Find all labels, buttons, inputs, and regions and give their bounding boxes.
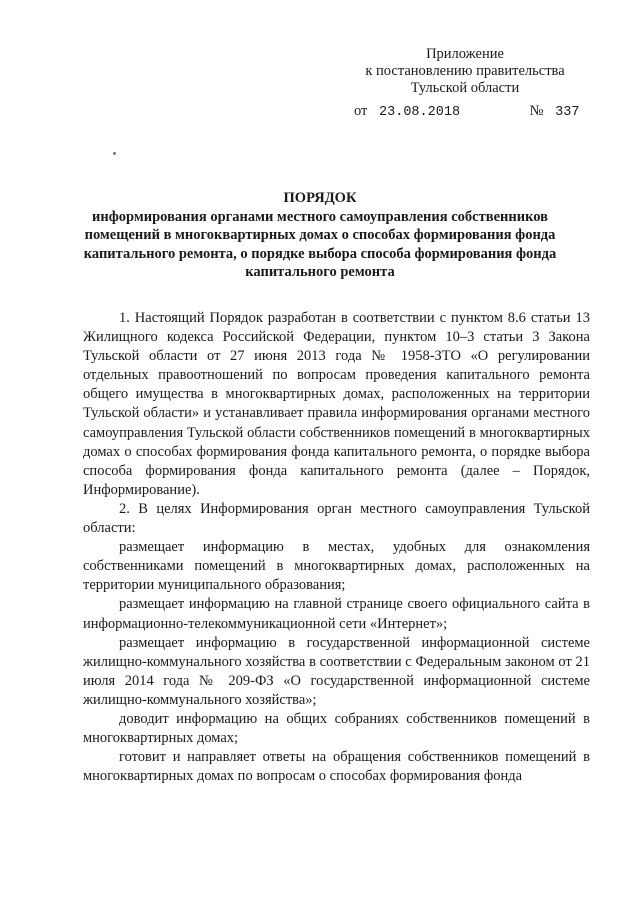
title-subtitle-line: помещений в многоквартирных домах о способах формирования фонда: [84, 227, 556, 244]
number-sign: №: [529, 103, 544, 119]
paragraph: доводит информацию на общих собраниях собственников помещений в многоквартирных домах;: [83, 710, 590, 747]
appendix-line: Приложение: [426, 46, 504, 62]
document-body: [83, 309, 590, 786]
title-subtitle-line: капитального ремонта, о порядке выбора способа формирования фонда: [83, 245, 557, 262]
decree-date-number: [354, 103, 579, 120]
title-subtitle-line: капитального ремонта: [245, 264, 395, 281]
appendix-line: Тульской области: [410, 80, 520, 96]
appendix-note: [340, 46, 590, 97]
paragraph: размещает информацию в местах, удобных для ознакомления собственниками помещений в многоквартирных домах, расположенных на территории муниципального образования;: [83, 539, 590, 594]
scan-speck: [113, 152, 116, 155]
decree-number: 337: [555, 105, 580, 120]
paragraph: размещает информацию на главной странице своего официального сайта в информационно-телекоммуникационной сети «Интернет»;: [83, 596, 590, 632]
appendix-line: к постановлению правительства: [365, 63, 565, 79]
paragraph: 1. Настоящий Порядок разработан в соответствии с пунктом 8.6 статьи 13 Жилищного кодекса Российской Федерации, пунктом 10–3 статьи 3 Закона Тульской области от 27 июня 2013 года № 1958-ЗТО «О регулировании отдельных правоотношений по вопросам проведения капитального ремонта общего имущества в многоквартирных домах, расположенных на территории Тульской области» и устанавливает правила информирования органами местного самоуправления Тульской области собственников помещений в многоквартирных домах о способах формирования фонда капитального ремонта, о порядке выбора способа формирования фонда капитального ремонта (далее – Порядок, Информирование).: [83, 310, 590, 498]
paragraph: 2. В целях Информирования орган местного самоуправления Тульской области:: [83, 500, 590, 537]
paragraph: размещает информацию в государственной информационной системе жилищно-коммунального хозяйства в соответствии с Федеральным законом от 21 июля 2014 года № 209-ФЗ «О государственной информационной системе жилищно-коммунального хозяйства»;: [83, 634, 590, 708]
decree-date: 23.08.2018: [379, 105, 461, 120]
document-title: [80, 189, 560, 282]
title-heading: ПОРЯДОК: [283, 190, 357, 206]
date-prefix: от: [354, 103, 368, 119]
paragraph: готовит и направляет ответы на обращения собственников помещений в многоквартирных домах по вопросам о способах формирования фонда: [83, 749, 590, 785]
title-subtitle-line: информирования органами местного самоуправления собственников: [92, 208, 548, 225]
